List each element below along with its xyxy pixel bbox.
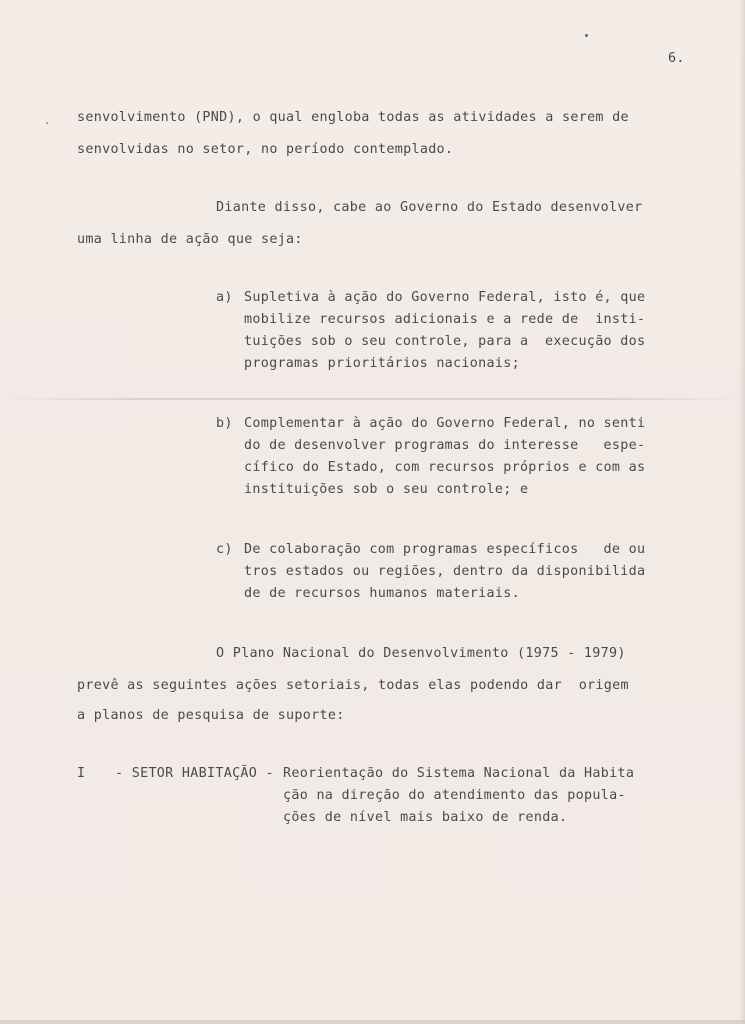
item-b-line-1: Complementar à ação do Governo Federal, no senti — [244, 416, 646, 431]
plano-line-3: a planos de pesquisa de suporte: — [77, 708, 345, 723]
item-b-label: b) — [216, 416, 233, 431]
setor-line-3: ções de nível mais baixo de renda. — [283, 810, 568, 825]
item-c-line-3: de de recursos humanos materiais. — [244, 586, 520, 601]
item-b-line-4: instituições sob o seu controle; e — [244, 482, 529, 497]
item-b-line-2: do de desenvolver programas do interesse espe- — [244, 438, 646, 453]
item-a-line-3: tuições sob o seu controle, para a execução dos — [244, 334, 646, 349]
page-number: 6. — [668, 51, 685, 66]
item-a-line-1: Supletiva à ação do Governo Federal, isto é, que — [244, 290, 646, 305]
paper-speck — [46, 122, 48, 124]
paper-edge-right — [739, 0, 745, 1024]
item-c-line-2: tros estados ou regiões, dentro da disponibilida — [244, 564, 646, 579]
item-a-line-2: mobilize recursos adicionais e a rede de insti- — [244, 312, 646, 327]
intro-line-2: senvolvidas no setor, no período contemplado. — [77, 142, 454, 157]
item-c-line-1: De colaboração com programas específicos de ou — [244, 542, 646, 557]
plano-line-1: O Plano Nacional do Desenvolvimento (1975 - 1979) — [216, 646, 626, 661]
item-a-label: a) — [216, 290, 233, 305]
paper-fold-line — [0, 398, 745, 400]
intro-line-1: senvolvimento (PND), o qual engloba todas as atividades a serem de — [77, 110, 629, 125]
item-c-label: c) — [216, 542, 233, 557]
paper-edge-bottom — [0, 1020, 745, 1024]
diante-line-2: uma linha de ação que seja: — [77, 232, 303, 247]
diante-line-1: Diante disso, cabe ao Governo do Estado desenvolver — [216, 200, 643, 215]
setor-line-1: Reorientação do Sistema Nacional da Habita — [283, 766, 635, 781]
item-b-line-3: cífico do Estado, com recursos próprios e com as — [244, 460, 646, 475]
setor-numeral: I — [77, 766, 86, 781]
item-a-line-4: programas prioritários nacionais; — [244, 356, 520, 371]
setor-line-2: ção na direção do atendimento das popula- — [283, 788, 626, 803]
setor-heading: - SETOR HABITAÇÃO - — [115, 766, 274, 781]
paper-speck — [585, 34, 588, 37]
plano-line-2: prevê as seguintes ações setoriais, todas elas podendo dar origem — [77, 678, 629, 693]
